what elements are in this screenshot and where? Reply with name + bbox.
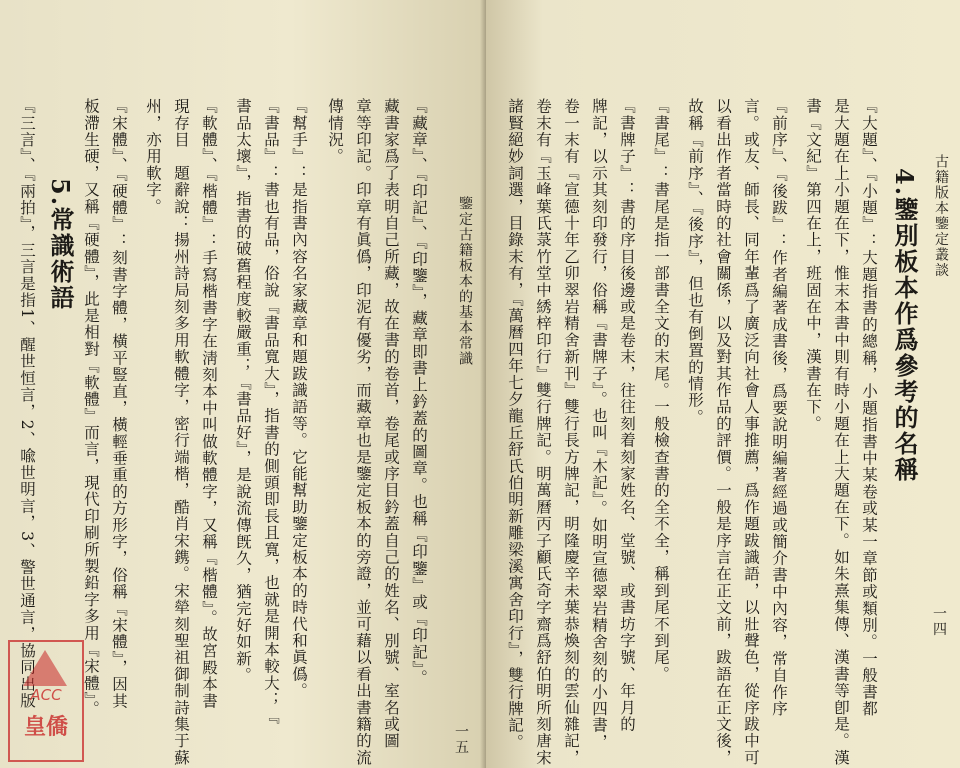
- right-col-4: 『前序』、『後跋』：作者編著成書後，爲要說明編著經過或簡介書中內容，常自作序: [770, 98, 788, 718]
- right-col-7: 故稱『前序』、『後序』，但也有倒置的情形。: [686, 98, 704, 426]
- left-col-9: 現存目 題辭說：揚州詩局刻多用軟體字，密行端楷，酷肖宋鎸。宋犖刻聖祖御制詩集于蘇: [172, 98, 190, 766]
- right-page: [486, 0, 960, 768]
- right-col-8: 『書尾』：書尾是指一部書全文的末尾。一般檢查書的全不全，稱到尾不到尾。: [652, 98, 670, 683]
- left-col-5: 『幫手』：是指書內容名家藏章和題跋識語等。它能幫助鑒定板本的時代和眞僞。: [290, 98, 308, 700]
- seal-acc-text: ACC: [30, 686, 62, 704]
- right-col-10: 牌記，以示其刻印發行，俗稱『書牌子』。也叫『木記』。如明宣德翠岩精舍刻的小四書，: [590, 98, 608, 751]
- seal-name-text: 皇僑: [23, 714, 68, 740]
- left-col-6: 『書品』：書也有品，俗說『書品寬大』，指書的側頭即長且寬，也就是開本較大；『: [262, 98, 280, 725]
- right-col-12: 卷末有『玉峰葉氏菉竹堂中綉梓印行』雙行牌記。明萬曆丙子顧氏奇字齋爲舒伯明所刻唐宋: [534, 98, 552, 766]
- left-col-7: 書品太壞』，指書的破舊程度較嚴重；『書品好』，是說流傳旣久，猶完好如新。: [234, 98, 252, 684]
- left-col-12: 板滯生硬，又稱『硬體』，此是相對『軟體』而言，現代印刷所製鉛字多用『宋體』。: [82, 98, 100, 718]
- right-col-13: 諸賢絕妙詞選，目錄末有，『萬曆四年七夕龍丘舒氏伯明新雕梁溪寓舍印行』，雙行牌記。: [506, 98, 524, 751]
- left-col-4: 傳情況。: [326, 98, 344, 165]
- right-running-header: 古籍版本鑒定叢談: [933, 154, 949, 278]
- left-col-11: 『宋體』、『硬體』：刻書字體，橫平豎直，橫輕垂重的方形字，俗稱『宋體』，因其: [110, 98, 128, 710]
- right-col-2: 是大題在上小題在下，惟末本書中則有時小題在上大題在下。如朱熹集傳、漢書等卽是。漢: [832, 98, 850, 766]
- right-col-5: 言。或友、師長、同年輩爲了廣泛向社會人事推薦，爲作題跋識語，以壯聲色，從序跋中可: [742, 98, 760, 766]
- right-section-heading: 4.鑒別板本作爲參考的名稱: [890, 168, 919, 484]
- left-col-8: 『軟體』、『楷體』：手寫楷書字在淸刻本中叫做軟體字，又稱『楷體』。故宮殿本書: [200, 98, 218, 710]
- left-page-number: 一五: [453, 724, 469, 755]
- left-running-header: 鑒定古籍板本的基本常識: [457, 196, 473, 367]
- left-col-1: 『藏章』、『印記』、『印鑒』，藏章即書上鈐蓋的圖章。也稱『印鑒』或『印記』。: [410, 98, 428, 687]
- left-col-3: 章等印記。印章有眞僞，印泥有優劣，而藏章也是鑒定板本的旁證，並可藉以看出書籍的流: [354, 98, 372, 766]
- seal-triangle-icon: [23, 650, 67, 686]
- right-col-11: 卷一末有『宣德十年乙卯翠岩精舍新刊』雙行長方牌記，明隆慶辛未葉恭煥刻的雲仙雜記，: [562, 98, 580, 766]
- right-col-1: 『大題』、『小題』：大題指書的總稱，小題指書中某卷或某一章節或類別。一般書都: [860, 98, 878, 718]
- right-col-3: 書『文紀』第四在上，班固在中，漢書在下。: [804, 98, 822, 432]
- left-col-10: 州，亦用軟字。: [144, 98, 162, 215]
- left-col-13: 『三言』、『兩拍』，三言是指1、醒世恒言，2、喩世明言，3、警世通言，協同出版: [18, 98, 36, 710]
- right-page-number: 一四: [931, 606, 947, 637]
- watermark-seal: [8, 640, 84, 762]
- right-col-6: 以看出作者當時的社會關係，以及對其作品的評價。一般是序言在正文前，跋語在正文後，: [714, 98, 732, 766]
- left-col-2: 藏書家爲了表明自己所藏，故在書的卷首，卷尾或序目鈐蓋自己的姓名、別號、室名或圖: [382, 98, 400, 750]
- right-col-9: 『書牌子』：書的序目後邊或是卷末，往往刻着刻家姓名、堂號、或書坊字號、年月的: [618, 98, 636, 733]
- left-section-heading: 5.常識術語: [46, 178, 75, 312]
